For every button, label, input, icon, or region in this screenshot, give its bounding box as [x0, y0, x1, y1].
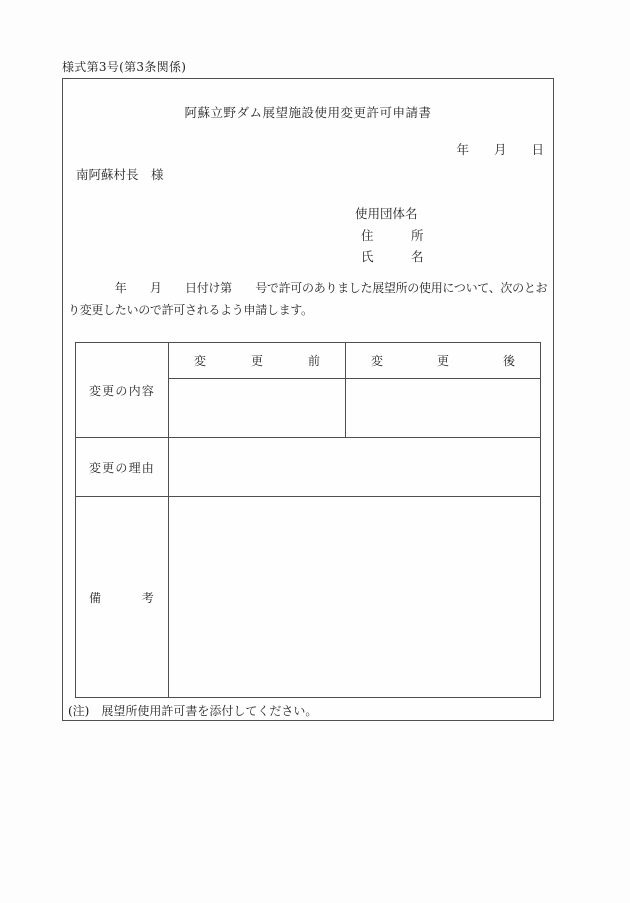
- date-blank-line: 年 月 日: [456, 142, 544, 157]
- reason-input-cell[interactable]: [169, 438, 541, 497]
- after-change-input-cell[interactable]: [346, 379, 541, 438]
- address-label: 住 所: [361, 227, 424, 243]
- header-before-char: 変: [194, 354, 207, 368]
- column-header-before: [169, 343, 346, 379]
- change-table: [75, 342, 541, 698]
- before-change-input-cell[interactable]: [169, 379, 346, 438]
- form-title: 阿蘇立野ダム展望施設使用変更許可申請書: [184, 105, 432, 120]
- header-after-char: 変: [371, 354, 384, 368]
- header-before-char: 更: [250, 354, 263, 368]
- header-after-char: 後: [502, 354, 515, 368]
- applicant-block: [355, 203, 424, 268]
- form-number-label: 様式第3号(第3条関係): [62, 60, 187, 74]
- remarks-input-cell[interactable]: [169, 497, 541, 698]
- addressee-line: 南阿蘇村長 様: [76, 167, 164, 182]
- body-line-2: り変更したいので許可されるよう申請します。: [68, 303, 313, 317]
- header-before-char: 前: [307, 354, 320, 368]
- header-after-char: 更: [436, 354, 449, 368]
- row-label-change-reason: 変更の理由: [76, 438, 169, 497]
- name-label: 氏 名: [361, 249, 424, 264]
- form-border-box: [62, 78, 554, 721]
- body-line-1: 年 月 日付け第 号で許可のありました展望所の使用について、次のとお: [68, 281, 548, 295]
- row-label-change-content: 変更の内容: [76, 343, 169, 438]
- org-name-label: 使用団体名: [355, 206, 418, 221]
- column-header-after: [346, 343, 541, 379]
- body-paragraph: [68, 277, 550, 321]
- attachment-note: (注) 展望所使用許可書を添付してください。: [68, 704, 318, 718]
- row-label-remarks: 備 考: [76, 497, 169, 698]
